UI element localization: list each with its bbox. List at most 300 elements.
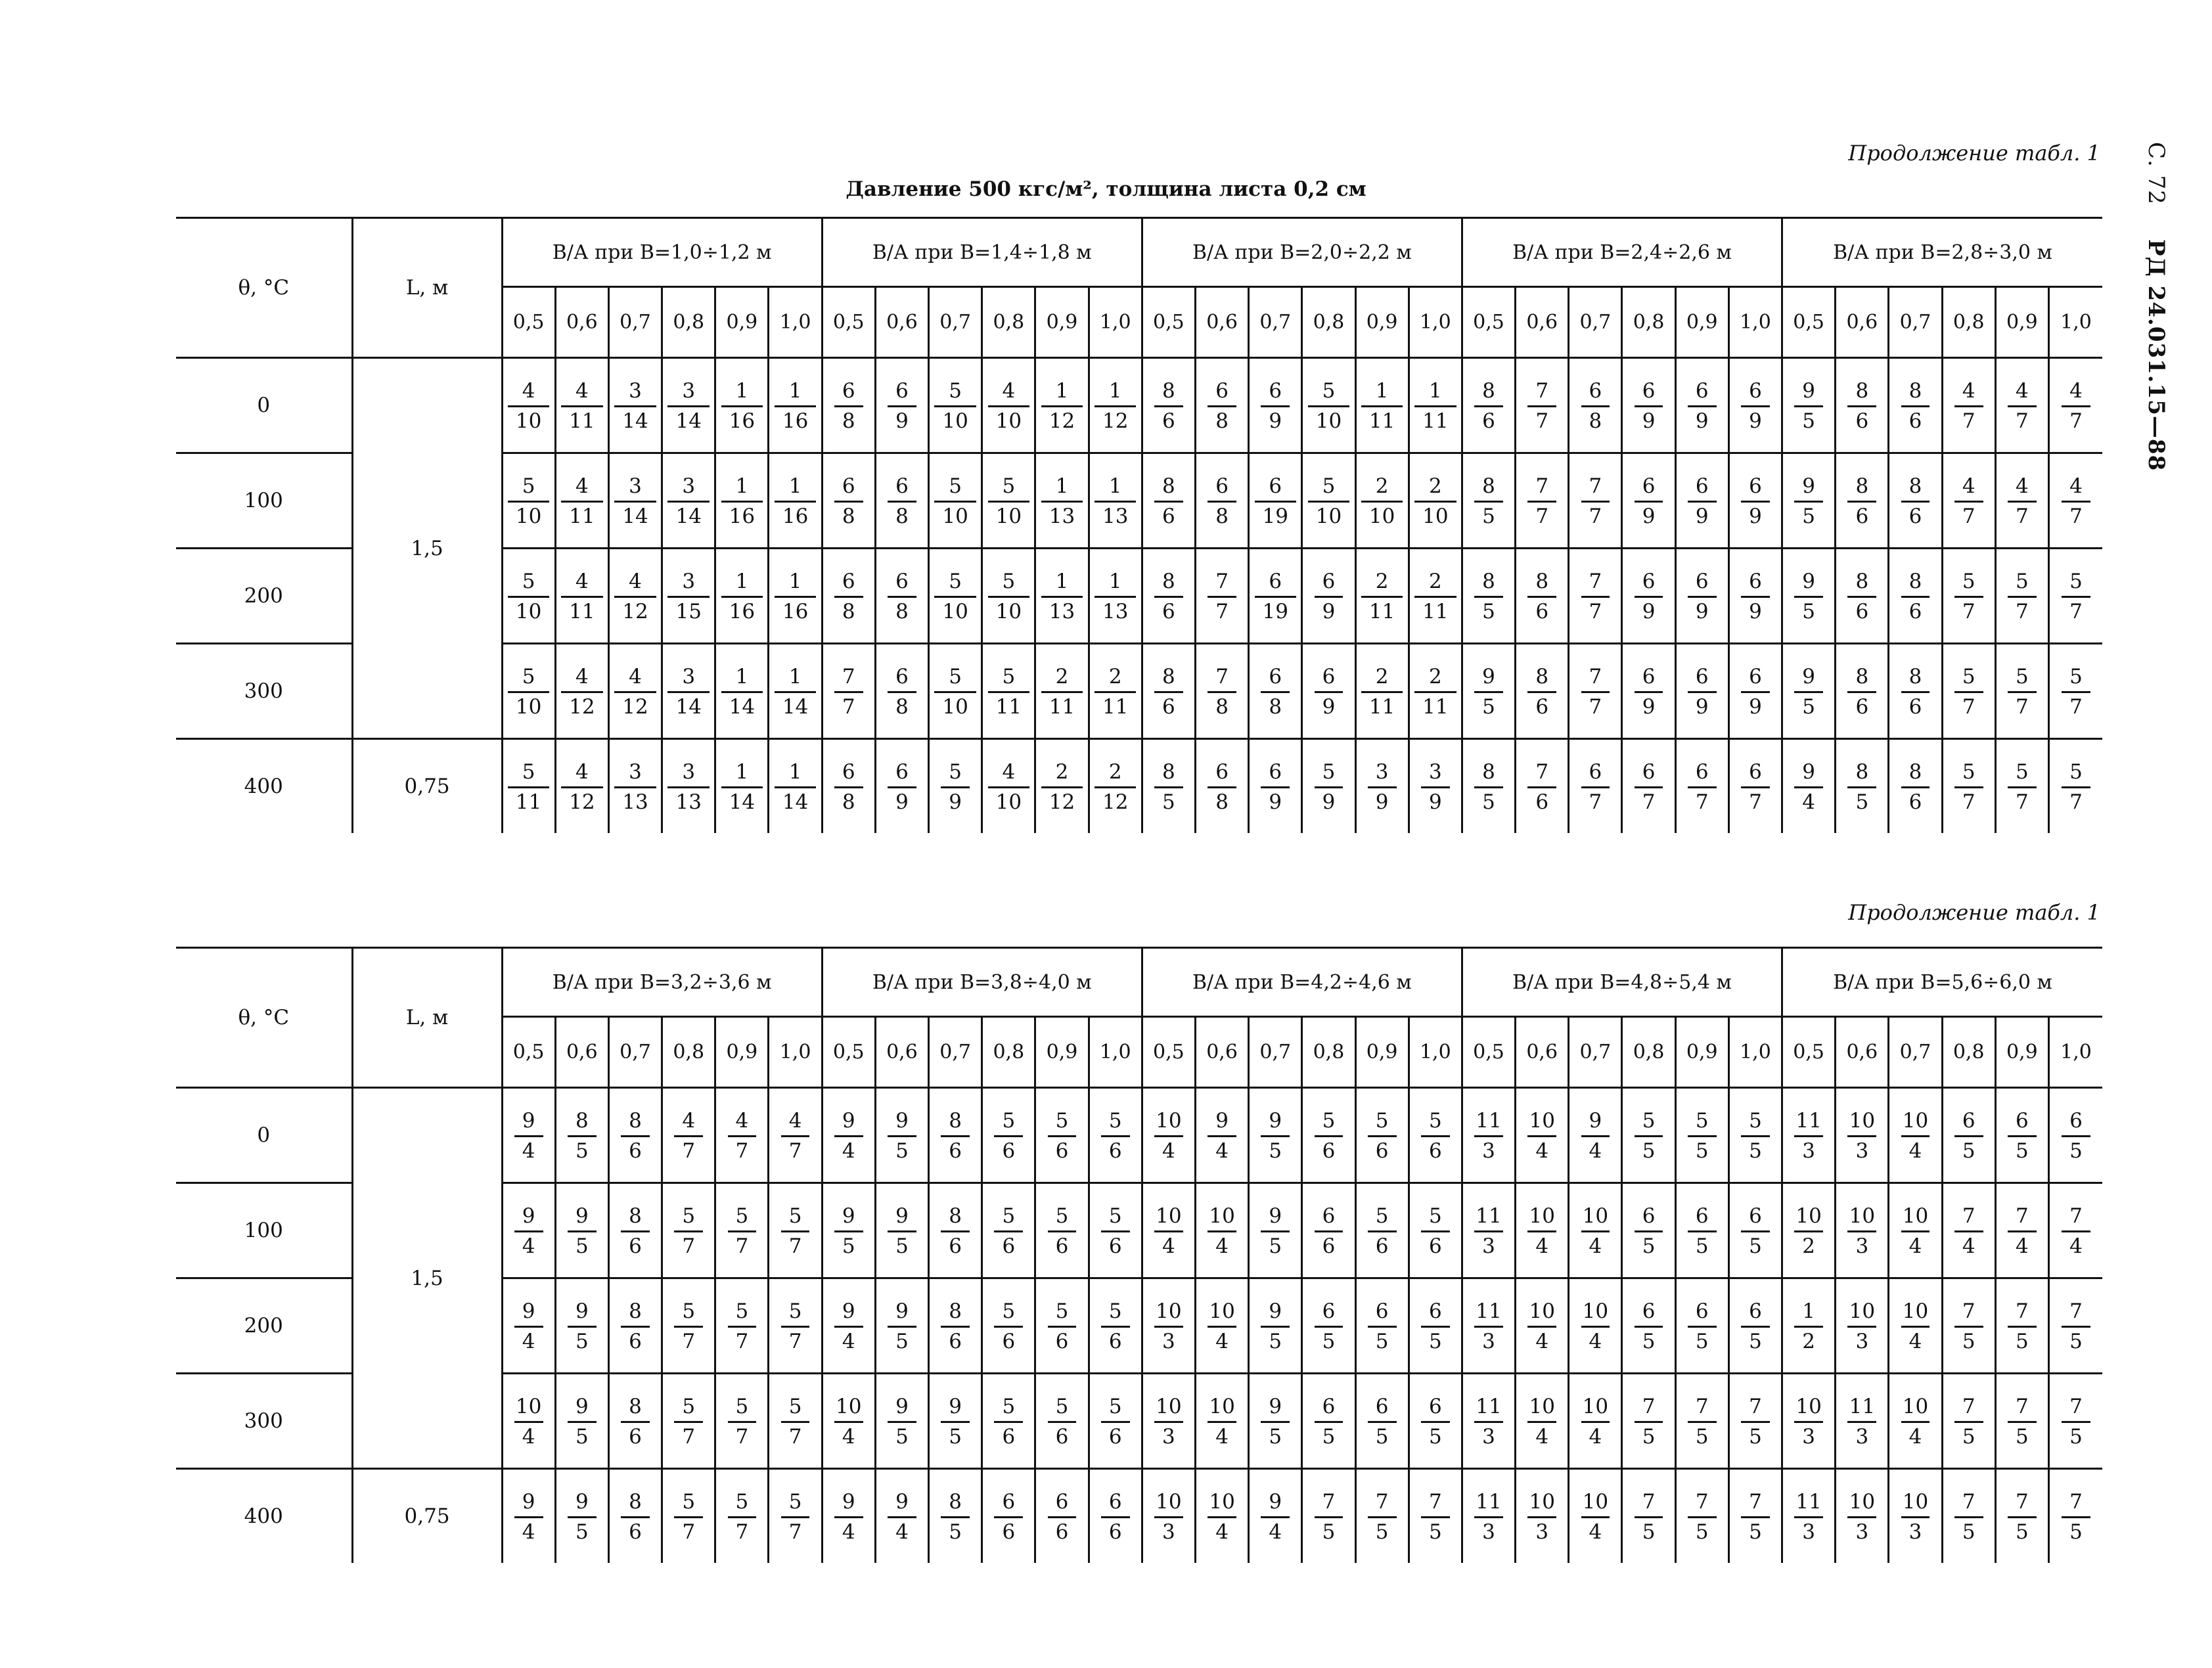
- fraction: [1208, 381, 1236, 432]
- fraction-cell: [1195, 1088, 1248, 1183]
- fraction: [1261, 762, 1290, 813]
- fraction: [1154, 762, 1183, 813]
- fraction: [1261, 1301, 1290, 1352]
- fraction-cell: [1516, 358, 1569, 453]
- header-ratio: 0,7: [929, 287, 982, 358]
- fraction: [1793, 1111, 1824, 1161]
- fraction-cell: [1035, 1374, 1089, 1469]
- fraction-cell: [1355, 644, 1409, 739]
- numerator: 5: [1322, 760, 1336, 784]
- fraction-cell: [1516, 453, 1569, 549]
- denominator: 8: [888, 691, 916, 717]
- denominator: 5: [1421, 1421, 1450, 1447]
- numerator: 6: [1055, 1490, 1069, 1514]
- numerator: 7: [1215, 570, 1229, 593]
- fraction-cell: [822, 1278, 875, 1374]
- fraction-cell: [608, 1183, 662, 1278]
- fraction: [1315, 1397, 1343, 1447]
- fraction: [1368, 1397, 1397, 1447]
- denominator: 12: [1041, 786, 1083, 813]
- numerator: 8: [1855, 665, 1869, 688]
- fraction-cell: [875, 1278, 928, 1374]
- denominator: 5: [1315, 1516, 1343, 1543]
- fraction: [1688, 381, 1717, 432]
- fraction-cell: [662, 644, 715, 739]
- denominator: 13: [1041, 596, 1083, 622]
- fraction-cell: [1782, 1469, 1836, 1564]
- fraction-cell: [715, 739, 769, 834]
- fraction: [721, 476, 763, 527]
- continuation-label: Продолжение табл. 1: [1848, 141, 2100, 166]
- denominator: 4: [1581, 1326, 1610, 1352]
- fraction-cell: [1302, 1278, 1355, 1374]
- fraction-cell: [1622, 644, 1675, 739]
- numerator: 10: [1795, 1204, 1822, 1228]
- numerator: 11: [1476, 1490, 1502, 1514]
- fraction: [1208, 762, 1236, 813]
- fraction-cell: [1782, 1278, 1836, 1374]
- denominator: 6: [994, 1421, 1023, 1447]
- fraction-cell: [1035, 739, 1089, 834]
- numerator: 3: [1428, 760, 1442, 784]
- temperature-cell: 100: [176, 453, 352, 549]
- fraction: [1261, 381, 1290, 432]
- denominator: 5: [1421, 1326, 1450, 1352]
- fraction-cell: [1462, 1088, 1515, 1183]
- fraction: [834, 1301, 863, 1352]
- fraction: [834, 1206, 863, 1257]
- numerator: 2: [1428, 570, 1442, 593]
- fraction: [1847, 1301, 1878, 1352]
- denominator: 7: [781, 1516, 810, 1543]
- numerator: 6: [1269, 665, 1282, 688]
- denominator: 16: [775, 405, 816, 432]
- numerator: 5: [1642, 1109, 1656, 1133]
- numerator: 5: [522, 665, 535, 688]
- denominator: 14: [721, 691, 763, 717]
- numerator: 1: [735, 379, 749, 403]
- fraction-cell: [1302, 1469, 1355, 1564]
- numerator: 8: [1162, 379, 1175, 403]
- fraction-cell: [1622, 358, 1675, 453]
- fraction-cell: [1569, 644, 1622, 739]
- numerator: 7: [1428, 1490, 1442, 1514]
- denominator: 6: [1527, 786, 1556, 813]
- denominator: 9: [1635, 691, 1663, 717]
- fraction: [1954, 381, 1983, 432]
- numerator: 3: [629, 760, 642, 784]
- fraction: [1255, 572, 1296, 622]
- denominator: 10: [988, 786, 1029, 813]
- denominator: 5: [1794, 596, 1823, 622]
- denominator: 6: [1847, 405, 1876, 432]
- fraction: [1741, 1397, 1770, 1447]
- header-temperature: θ, °С: [176, 948, 352, 1088]
- denominator: 10: [988, 405, 1029, 432]
- numerator: 6: [1962, 1109, 1975, 1133]
- numerator: 5: [788, 1395, 802, 1418]
- numerator: 5: [1108, 1299, 1122, 1323]
- fraction-cell: [662, 453, 715, 549]
- fraction: [1526, 1206, 1557, 1257]
- numerator: 9: [1802, 474, 1815, 498]
- numerator: 5: [1055, 1299, 1069, 1323]
- fraction-cell: [1516, 739, 1569, 834]
- denominator: 5: [1261, 1421, 1290, 1447]
- numerator: 9: [1269, 1204, 1282, 1228]
- denominator: 6: [1901, 501, 1930, 527]
- denominator: 5: [888, 1421, 916, 1447]
- fraction-cell: [555, 453, 608, 549]
- denominator: 4: [1581, 1421, 1610, 1447]
- fraction-cell: [1302, 739, 1355, 834]
- fraction-cell: [769, 1088, 822, 1183]
- fraction-cell: [1516, 549, 1569, 644]
- numerator: 5: [1002, 1395, 1016, 1418]
- numerator: 8: [629, 1109, 642, 1133]
- fraction: [1041, 381, 1083, 432]
- fraction-cell: [1142, 1088, 1195, 1183]
- fraction: [1368, 762, 1397, 813]
- fraction: [1315, 1206, 1343, 1257]
- numerator: 10: [1849, 1490, 1876, 1514]
- fraction-cell: [2048, 1278, 2102, 1374]
- numerator: 3: [682, 474, 696, 498]
- denominator: 5: [1954, 1135, 1983, 1161]
- numerator: 6: [1375, 1299, 1389, 1323]
- fraction: [2062, 762, 2090, 813]
- numerator: 8: [1908, 760, 1922, 784]
- denominator: 9: [1741, 405, 1770, 432]
- header-ratio: 0,7: [608, 287, 662, 358]
- fraction-cell: [1782, 1088, 1836, 1183]
- denominator: 14: [775, 786, 816, 813]
- fraction-cell: [769, 549, 822, 644]
- fraction: [1794, 762, 1823, 813]
- denominator: 7: [2008, 691, 2037, 717]
- fraction: [1414, 381, 1456, 432]
- fraction-cell: [1035, 1088, 1089, 1183]
- fraction-cell: [929, 1469, 982, 1564]
- denominator: 7: [728, 1516, 757, 1543]
- denominator: 6: [1901, 786, 1930, 813]
- denominator: 15: [667, 596, 709, 622]
- fraction: [1847, 762, 1876, 813]
- numerator: 2: [1428, 474, 1442, 498]
- numerator: 1: [735, 760, 749, 784]
- fraction: [614, 381, 656, 432]
- temperature-cell: 300: [176, 1374, 352, 1469]
- denominator: 5: [1954, 1516, 1983, 1543]
- length-cell: 0,75: [352, 1469, 502, 1564]
- denominator: 3: [1794, 1516, 1823, 1543]
- fraction-cell: [1675, 549, 1728, 644]
- numerator: 9: [575, 1395, 589, 1418]
- fraction: [2008, 1111, 2037, 1161]
- fraction: [728, 1301, 757, 1352]
- numerator: 5: [1002, 665, 1016, 688]
- numerator: 1: [1108, 379, 1122, 403]
- fraction: [1581, 1111, 1610, 1161]
- fraction-cell: [1195, 453, 1248, 549]
- fraction-cell: [769, 358, 822, 453]
- numerator: 10: [836, 1395, 862, 1418]
- denominator: 4: [834, 1135, 863, 1161]
- header-ratio: 0,5: [502, 1017, 555, 1088]
- fraction-cell: [1409, 1469, 1462, 1564]
- fraction: [1954, 667, 1983, 717]
- fraction-cell: [662, 739, 715, 834]
- denominator: 6: [1901, 405, 1930, 432]
- fraction: [728, 1397, 757, 1447]
- denominator: 10: [1414, 501, 1456, 527]
- denominator: 13: [667, 786, 709, 813]
- denominator: 5: [941, 1516, 970, 1543]
- denominator: 8: [1208, 501, 1236, 527]
- header-ratio: 0,8: [1942, 1017, 1995, 1088]
- numerator: 5: [949, 665, 962, 688]
- fraction: [775, 667, 816, 717]
- header-ratio: 0,7: [1889, 1017, 1942, 1088]
- numerator: 10: [1902, 1204, 1929, 1228]
- table-row: [176, 358, 2102, 453]
- denominator: 7: [1635, 786, 1663, 813]
- numerator: 6: [1002, 1490, 1016, 1514]
- fraction: [1794, 476, 1823, 527]
- fraction: [1526, 1111, 1557, 1161]
- fraction: [1580, 1301, 1611, 1352]
- denominator: 5: [888, 1230, 916, 1257]
- denominator: 10: [1361, 501, 1403, 527]
- numerator: 5: [682, 1299, 696, 1323]
- numerator: 6: [1269, 760, 1282, 784]
- numerator: 6: [1642, 570, 1656, 593]
- fraction-cell: [1249, 1278, 1302, 1374]
- fraction-cell: [502, 1374, 555, 1469]
- fraction: [1847, 1111, 1878, 1161]
- numerator: 8: [1535, 665, 1549, 688]
- denominator: 10: [508, 405, 549, 432]
- fraction: [1741, 762, 1770, 813]
- numerator: 5: [1002, 1109, 1016, 1133]
- denominator: 3: [1474, 1230, 1503, 1257]
- fraction: [994, 1206, 1023, 1257]
- numerator: 8: [575, 1109, 589, 1133]
- fraction-cell: [1089, 358, 1142, 453]
- fraction: [1308, 381, 1349, 432]
- fraction-cell: [1355, 453, 1409, 549]
- numerator: 11: [1476, 1395, 1502, 1418]
- denominator: 6: [1847, 501, 1876, 527]
- fraction-cell: [1782, 1183, 1836, 1278]
- denominator: 7: [1954, 501, 1983, 527]
- numerator: 5: [788, 1299, 802, 1323]
- fraction: [514, 1301, 543, 1352]
- fraction-cell: [1409, 1088, 1462, 1183]
- denominator: 5: [568, 1135, 597, 1161]
- numerator: 6: [1428, 1395, 1442, 1418]
- fraction-cell: [555, 644, 608, 739]
- numerator: 5: [2069, 665, 2083, 688]
- fraction-cell: [1516, 1088, 1569, 1183]
- numerator: 5: [1962, 665, 1975, 688]
- fraction-cell: [875, 358, 928, 453]
- numerator: 6: [1695, 665, 1709, 688]
- fraction-cell: [555, 1278, 608, 1374]
- denominator: 9: [1261, 405, 1290, 432]
- fraction-cell: [1728, 1183, 1782, 1278]
- numerator: 7: [1749, 1395, 1762, 1418]
- fraction-cell: [982, 739, 1035, 834]
- fraction-cell: [1622, 1088, 1675, 1183]
- fraction: [1474, 476, 1503, 527]
- denominator: 7: [728, 1230, 757, 1257]
- fraction-cell: [1249, 1088, 1302, 1183]
- numerator: 5: [949, 474, 962, 498]
- fraction-cell: [608, 1374, 662, 1469]
- fraction-cell: [1409, 644, 1462, 739]
- numerator: 8: [1855, 474, 1869, 498]
- fraction: [1527, 381, 1556, 432]
- numerator: 5: [1695, 1109, 1709, 1133]
- numerator: 1: [735, 665, 749, 688]
- denominator: 7: [781, 1135, 810, 1161]
- fraction: [834, 381, 863, 432]
- numerator: 5: [735, 1299, 749, 1323]
- fraction-cell: [1569, 1088, 1622, 1183]
- fraction: [1101, 1492, 1130, 1543]
- fraction-cell: [1089, 1183, 1142, 1278]
- length-cell: 1,5: [352, 358, 502, 739]
- denominator: 6: [1101, 1326, 1130, 1352]
- fraction-cell: [929, 549, 982, 644]
- denominator: 8: [834, 786, 863, 813]
- header-row: [176, 948, 2102, 1017]
- fraction-cell: [1195, 1183, 1248, 1278]
- temperature-cell: 400: [176, 1469, 352, 1564]
- numerator: 7: [2016, 1299, 2029, 1323]
- fraction: [1901, 572, 1930, 622]
- fraction-cell: [1142, 739, 1195, 834]
- numerator: 2: [1108, 665, 1122, 688]
- fraction-cell: [1142, 358, 1195, 453]
- numerator: 1: [788, 665, 802, 688]
- fraction: [1794, 1301, 1823, 1352]
- fraction: [781, 1397, 810, 1447]
- denominator: 7: [2062, 596, 2090, 622]
- header-ratio: 1,0: [2048, 1017, 2102, 1088]
- fraction-cell: [1409, 358, 1462, 453]
- fraction-cell: [822, 453, 875, 549]
- fraction-cell: [1675, 739, 1728, 834]
- fraction-cell: [1675, 1183, 1728, 1278]
- length-cell: 0,75: [352, 739, 502, 834]
- fraction: [508, 381, 549, 432]
- numerator: 7: [1962, 1204, 1975, 1228]
- header-ratio: 1,0: [1089, 1017, 1142, 1088]
- header-ratio: 0,8: [662, 287, 715, 358]
- header-group: В/А при В=1,0÷1,2 м: [502, 218, 822, 287]
- denominator: 14: [775, 691, 816, 717]
- denominator: 10: [1308, 501, 1349, 527]
- fraction: [775, 762, 816, 813]
- fraction-cell: [662, 358, 715, 453]
- fraction: [1101, 1397, 1130, 1447]
- fraction-cell: [1409, 453, 1462, 549]
- denominator: 5: [1474, 501, 1503, 527]
- fraction: [1261, 667, 1290, 717]
- numerator: 6: [1749, 665, 1762, 688]
- numerator: 10: [1902, 1395, 1929, 1418]
- fraction-cell: [1249, 358, 1302, 453]
- fraction-cell: [608, 358, 662, 453]
- table-row: [176, 1088, 2102, 1183]
- denominator: 9: [1688, 691, 1717, 717]
- denominator: 9: [1315, 596, 1343, 622]
- numerator: 10: [1849, 1299, 1876, 1323]
- fraction: [1048, 1492, 1077, 1543]
- numerator: 9: [895, 1490, 909, 1514]
- numerator: 7: [2016, 1490, 2029, 1514]
- denominator: 6: [1154, 405, 1183, 432]
- fraction-cell: [1035, 1469, 1089, 1564]
- fraction-cell: [2048, 358, 2102, 453]
- fraction-cell: [1995, 1374, 2048, 1469]
- denominator: 5: [1954, 1326, 1983, 1352]
- denominator: 12: [1095, 786, 1136, 813]
- denominator: 5: [2062, 1135, 2090, 1161]
- fraction-cell: [1089, 1469, 1142, 1564]
- numerator: 5: [1375, 1109, 1389, 1133]
- fraction: [513, 1397, 544, 1447]
- denominator: 7: [1581, 501, 1610, 527]
- page-number: С. 72: [2143, 142, 2169, 205]
- denominator: 7: [1581, 691, 1610, 717]
- denominator: 11: [1361, 405, 1403, 432]
- numerator: 6: [895, 760, 909, 784]
- fraction: [1635, 1492, 1663, 1543]
- numerator: 6: [1322, 1395, 1336, 1418]
- fraction-cell: [1836, 549, 1889, 644]
- fraction-cell: [1035, 1278, 1089, 1374]
- fraction-cell: [929, 1278, 982, 1374]
- denominator: 8: [1581, 405, 1610, 432]
- header-group: В/А при В=2,0÷2,2 м: [1142, 218, 1462, 287]
- header-ratio: 0,8: [982, 1017, 1035, 1088]
- fraction-cell: [1995, 1278, 2048, 1374]
- fraction-cell: [1675, 644, 1728, 739]
- fraction: [834, 1492, 863, 1543]
- fraction-cell: [929, 1183, 982, 1278]
- numerator: 7: [1642, 1490, 1656, 1514]
- fraction: [1414, 572, 1456, 622]
- numerator: 9: [1215, 1109, 1229, 1133]
- header-ratio: 0,8: [982, 287, 1035, 358]
- fraction: [2062, 476, 2090, 527]
- fraction-cell: [1249, 739, 1302, 834]
- fraction-cell: [1889, 358, 1942, 453]
- fraction-cell: [1516, 1374, 1569, 1469]
- denominator: 9: [1261, 786, 1290, 813]
- temperature-cell: 0: [176, 1088, 352, 1183]
- fraction-cell: [1569, 739, 1622, 834]
- denominator: 7: [1208, 596, 1236, 622]
- fraction: [1315, 572, 1343, 622]
- numerator: 6: [1589, 379, 1602, 403]
- numerator: 11: [1476, 1109, 1502, 1133]
- fraction: [941, 762, 970, 813]
- fraction-cell: [1462, 739, 1515, 834]
